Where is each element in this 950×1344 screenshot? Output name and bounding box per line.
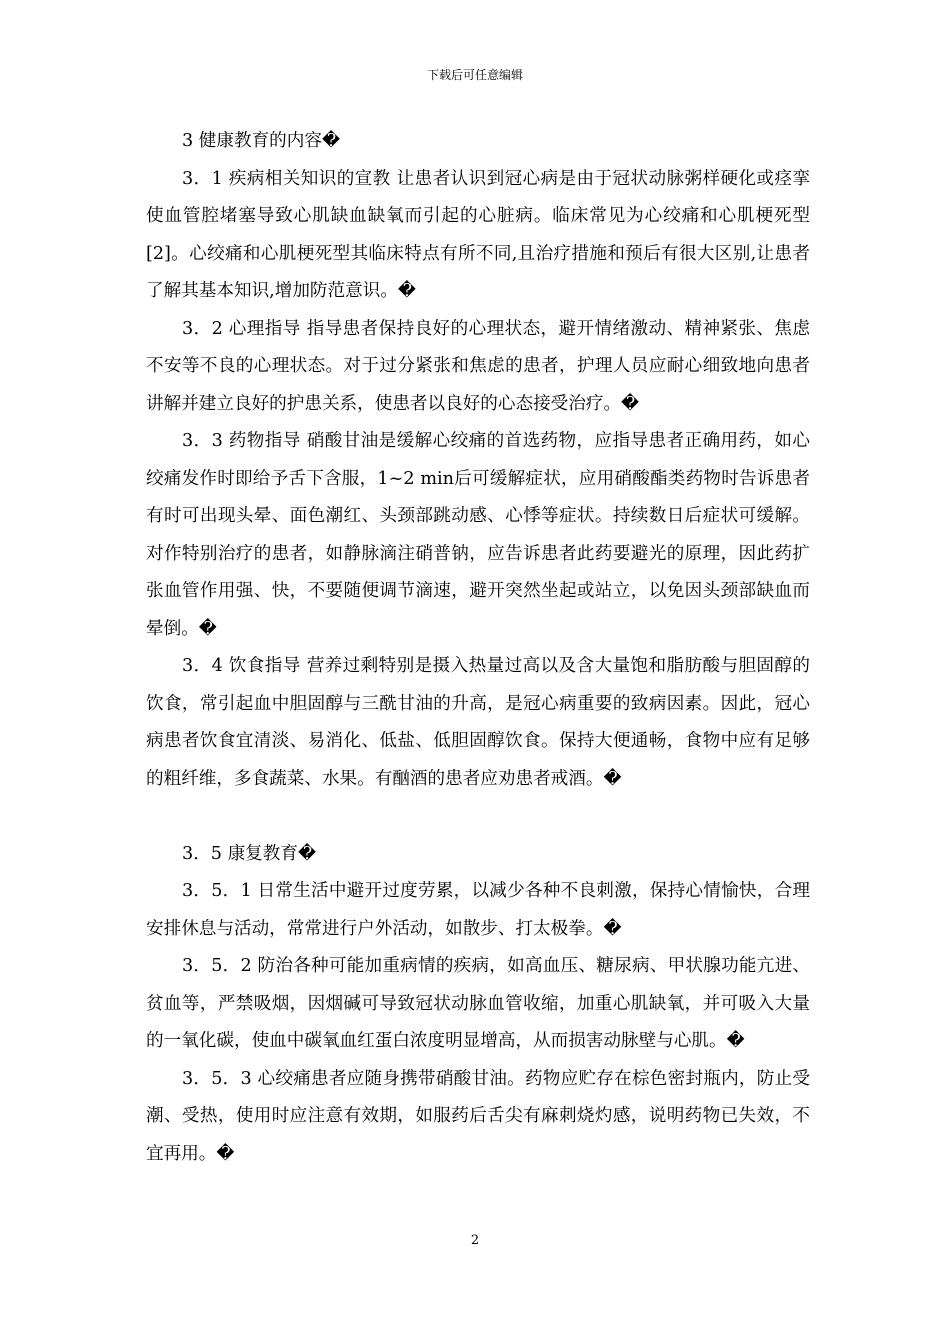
page-number: 2 <box>470 1233 480 1248</box>
paragraph-spacer <box>146 798 810 836</box>
paragraph-3-4: 3．4 饮食指导 营养过剩特别是摄入热量过高以及含大量饱和脂肪酸与胆固醇的饮食，常引起血中胆固醇与三酰甘油的升高，是冠心病重要的致病因素。因此，冠心病患者饮食宜清淡、易消化、低盐、低胆固醇饮食。保持大便通畅，食物中应有足够的粗纤维，多食蔬菜、水果。有酗酒的患者应劝患者戒酒。� <box>146 656 810 789</box>
paragraph-3-5-3: 3．5．3 心绞痛患者应随身携带硝酸甘油。药物应贮存在棕色密封瓶内，防止受潮、受热，使用时应注意有效期，如服药后舌尖有麻刺烧灼感，说明药物已失效，不宜再用。� <box>146 1068 810 1164</box>
paragraph-3-3: 3．3 药物指导 硝酸甘油是缓解心绞痛的首选药物，应指导患者正确用药，如心绞痛发作时即给予舌下含服，1~2 min后可缓解症状，应用硝酸酯类药物时告诉患者有时可出现头晕、面色潮红、头颈部跳动感、心悸等症状。持续数日后症状可缓解。对作特别治疗的患者，如静脉滴注硝普钠，应告诉患者此药要避光的原理，因此药扩张血管作用强、快，不要随便调节滴速，避开突然坐起或站立，以免因头颈部缺血而晕倒。� <box>146 431 810 639</box>
paragraph-3-1: 3．1 疾病相关知识的宣教 让患者认识到冠心病是由于冠状动脉粥样硬化或痉挛使血管腔堵塞导致心肌缺血缺氧而引起的心脏病。临床常见为心绞痛和心肌梗死型[2]。心绞痛和心肌梗死型其临床特点有所不同,且治疗措施和预后有很大区别,让患者了解其基本知识,增加防范意识。� <box>146 168 810 301</box>
paragraph-3-5-2: 3．5．2 防治各种可能加重病情的疾病，如高血压、糖尿病、甲状腺功能亢进、贫血等，严禁吸烟，因烟碱可导致冠状动脉血管收缩，加重心肌缺氧，并可吸入大量的一氧化碳，使血中碳氧血红蛋白浓度明显增高，从而损害动脉壁与心肌。� <box>146 956 810 1051</box>
section-title-3: 3 健康教育的内容� <box>182 131 340 151</box>
document-body <box>146 123 810 1173</box>
page-header: 下载后可任意编辑 <box>426 68 523 82</box>
section-title-3-5: 3．5 康复教育� <box>182 843 316 864</box>
paragraph-3-2: 3．2 心理指导 指导患者保持良好的心理状态，避开情绪激动、精神紧张、焦虑不安等不良的心理状态。对于过分紧张和焦虑的患者，护理人员应耐心细致地向患者讲解并建立良好的护患关系，使患者以良好的心态接受治疗。� <box>146 318 810 414</box>
paragraph-3-5-1: 3．5．1 日常生活中避开过度劳累，以减少各种不良刺激，保持心情愉快，合理安排休息与活动，常常进行户外活动，如散步、打太极拳。� <box>146 881 810 939</box>
